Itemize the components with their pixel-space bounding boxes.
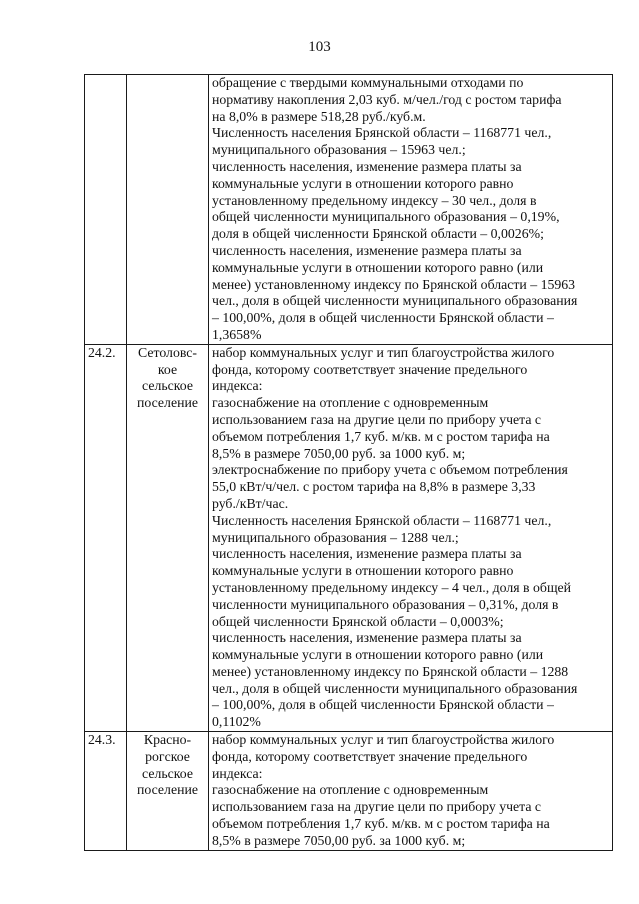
description-line: менее) установленному индексу по Брянской области – 15963 — [212, 276, 576, 292]
description-line: Численность населения Брянской области – 1168771 чел., — [212, 512, 552, 528]
description-line: – 100,00%, доля в общей численности Брянской области – — [212, 697, 554, 713]
tariff-table — [84, 74, 613, 851]
description-line: набор коммунальных услуг и тип благоустройства жилого — [212, 732, 555, 748]
municipality-name-line: рогское — [145, 748, 190, 764]
description-line: чел., доля в общей численности муниципального образования — [212, 293, 578, 309]
description-line: газоснабжение на отопление с одновременным — [212, 395, 489, 411]
table-row — [85, 344, 613, 731]
description-line: фонда, которому соответствует значение предельного — [212, 361, 528, 377]
description-line: руб./кВт/час. — [212, 495, 289, 511]
description-line: общей численности муниципального образования – 0,19%, — [212, 209, 560, 225]
description-line: использованием газа на другие цели по прибору учета с — [212, 799, 542, 815]
description-line: коммунальные услуги в отношении которого равно (или — [212, 647, 544, 663]
description-line: численности муниципального образования – 0,31%, доля в — [212, 596, 559, 612]
description-line: газоснабжение на отопление с одновременным — [212, 782, 489, 798]
table-row — [85, 75, 613, 345]
tariff-description — [209, 75, 613, 345]
municipality-name-line: Сетоловс- — [138, 344, 197, 360]
row-number: 24.2. — [85, 344, 127, 731]
description-line: на 8,0% в размере 518,28 руб./куб.м. — [212, 108, 426, 124]
tariff-description — [209, 344, 613, 731]
tariff-description — [209, 732, 613, 851]
description-line: численность населения, изменение размера платы за — [212, 242, 522, 258]
municipality-name-line: поселение — [137, 395, 198, 411]
page-number: 103 — [308, 39, 331, 55]
table-row — [85, 732, 613, 851]
municipality-name-line: поселение — [137, 782, 198, 798]
description-line: установленному предельному индексу – 4 чел., доля в общей — [212, 579, 572, 595]
description-line: общей численности Брянской области – 0,0003%; — [212, 613, 504, 629]
description-line: 55,0 кВт/ч/чел. с ростом тарифа на 8,8% в размере 3,33 — [212, 479, 536, 495]
municipality-name-line: сельское — [142, 765, 193, 781]
description-line: нормативу накопления 2,03 куб. м/чел./год с ростом тарифа — [212, 91, 562, 107]
description-line: численность населения, изменение размера платы за — [212, 546, 522, 562]
description-line: муниципального образования – 15963 чел.; — [212, 142, 466, 158]
row-number — [85, 75, 127, 345]
description-line: доля в общей численности Брянской области – 0,0026%; — [212, 226, 544, 242]
description-line: чел., доля в общей численности муниципального образования — [212, 680, 578, 696]
description-line: объемом потребления 1,7 куб. м/кв. м с ростом тарифа на — [212, 428, 550, 444]
description-line: численность населения, изменение размера платы за — [212, 630, 522, 646]
description-line: численность населения, изменение размера платы за — [212, 158, 522, 174]
municipality-name-line: кое — [157, 361, 178, 377]
row-number: 24.3. — [85, 732, 127, 851]
description-line: установленному предельному индексу – 30 чел., доля в — [212, 192, 537, 208]
municipality-name — [127, 75, 209, 345]
description-line: 0,1102% — [212, 714, 261, 730]
description-line: коммунальные услуги в отношении которого равно — [212, 563, 514, 579]
description-line: менее) установленному индексу по Брянской области – 1288 — [212, 663, 569, 679]
table-body — [85, 75, 613, 851]
description-line: 1,3658% — [212, 326, 262, 342]
municipality-name-line: Красно- — [143, 732, 192, 748]
description-line: электроснабжение по прибору учета с объемом потребления — [212, 462, 568, 478]
municipality-name — [127, 732, 209, 851]
municipality-name-line: сельское — [142, 378, 193, 394]
description-line: 8,5% в размере 7050,00 руб. за 1000 куб. м; — [212, 832, 466, 848]
description-line: обращение с твердыми коммунальными отходами по — [212, 75, 524, 90]
description-line: индекса: — [212, 765, 263, 781]
municipality-name — [127, 344, 209, 731]
description-line: коммунальные услуги в отношении которого равно (или — [212, 259, 544, 275]
description-line: 8,5% в размере 7050,00 руб. за 1000 куб. м; — [212, 445, 466, 461]
description-line: Численность населения Брянской области – 1168771 чел., — [212, 125, 552, 141]
description-line: – 100,00%, доля в общей численности Брянской области – — [212, 310, 554, 326]
description-line: муниципального образования – 1288 чел.; — [212, 529, 459, 545]
description-line: индекса: — [212, 378, 263, 394]
description-line: фонда, которому соответствует значение предельного — [212, 748, 528, 764]
description-line: объемом потребления 1,7 куб. м/кв. м с ростом тарифа на — [212, 816, 550, 832]
description-line: набор коммунальных услуг и тип благоустройства жилого — [212, 344, 555, 360]
description-line: использованием газа на другие цели по прибору учета с — [212, 411, 542, 427]
description-line: коммунальные услуги в отношении которого равно — [212, 175, 514, 191]
